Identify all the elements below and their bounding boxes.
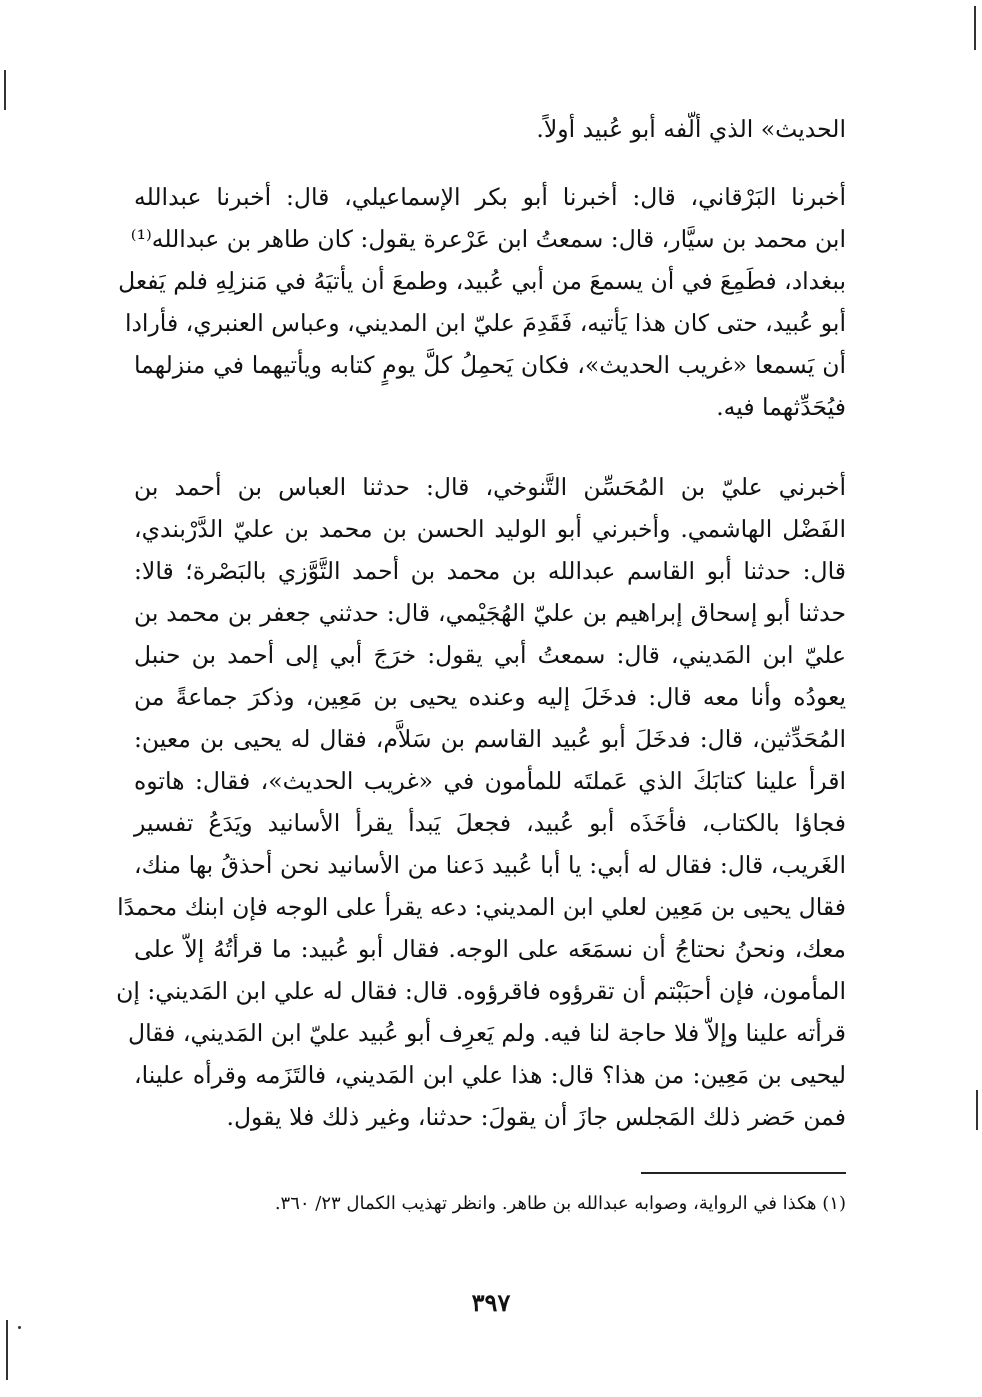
text-line: فجاؤا بالكتاب، فأخَذَه أبو عُبيد، فجعلَ يَبدأ يقرأ الأسانيد ويَدَعُ تفسير <box>134 809 846 837</box>
text-line: فمن حَضر ذلك المَجلس جازَ أن يقولَ: حدثنا، وغير ذلك فلا يقول. <box>226 1103 846 1131</box>
scan-margin-mark <box>6 1320 8 1380</box>
text-line: أخبرني عليّ بن المُحَسِّن التَّنوخي، قال: حدثنا العباس بن أحمد بن <box>134 473 846 501</box>
scan-margin-mark <box>974 6 976 50</box>
text-line: أن يَسمعا «غريب الحديث»، فكان يَحمِلُ كلَّ يومٍ كتابه ويأتيهما في منزلهما <box>134 351 846 379</box>
text-line: أخبرنا البَرْقاني، قال: أخبرنا أبو بكر الإسماعيلي، قال: أخبرنا عبدالله <box>134 183 846 211</box>
text-line: قال: حدثنا أبو القاسم عبدالله بن محمد بن أحمد التَّوَّزي بالبَصْرة؛ قالا: <box>134 557 846 585</box>
text-line: المُحَدِّثين، قال: فدخَلَ أبو عُبيد القاسم بن سَلاَّم، فقال له يحيى بن معين: <box>134 725 846 753</box>
text-line: اقرأ علينا كتابَكَ الذي عَملتَه للمأمون في «غريب الحديث»، فقال: هاتوه <box>134 767 846 795</box>
scan-margin-dot <box>18 1326 21 1329</box>
text-line: أبو عُبيد، حتى كان هذا يَأتيه، فَقَدِمَ عليّ ابن المديني، وعباس العنبري، فأرادا <box>124 309 846 337</box>
text-line: قرأته علينا وإلاّ فلا حاجة لنا فيه. ولم يَعرِف أبو عُبيد عليّ ابن المَديني، فقال <box>128 1019 846 1047</box>
scan-margin-mark <box>4 70 6 110</box>
text-line: الغَريب، قال: فقال له أبي: يا أبا عُبيد دَعنا من الأسانيد نحن أحذقُ بها منك، <box>134 851 846 879</box>
text-line: فقال يحيى بن مَعِين لعلي ابن المديني: دعه يقرأ على الوجه فإن ابنك محمدًا <box>117 893 846 921</box>
text-line: ابن محمد بن سيَّار، قال: سمعتُ ابن عَرْعرة يقول: كان طاهر بن عبدالله⁽¹⁾ <box>130 225 846 253</box>
text-line: الحديث» الذي ألّفه أبو عُبيد أولاً. <box>536 115 846 143</box>
footnote: (١) هكذا في الرواية، وصوابه عبدالله بن طاهر. وانظر تهذيب الكمال ٢٣/ ٣٦٠. <box>274 1193 846 1214</box>
page-number: ٣٩٧ <box>471 1288 511 1317</box>
text-line: فيُحَدِّثهما فيه. <box>716 393 846 421</box>
footnote-separator <box>641 1172 846 1174</box>
text-line: ليحيى بن مَعِين: من هذا؟ قال: هذا علي ابن المَديني، فالتَزَمه وقرأه علينا، <box>134 1061 846 1089</box>
text-line: حدثنا أبو إسحاق إبراهيم بن عليّ الهُجَيْمي، قال: حدثني جعفر بن محمد بن <box>134 599 846 627</box>
text-line: يعودُه وأنا معه قال: فدخَلَ إليه وعنده يحيى بن مَعِين، وذكرَ جماعةً من <box>134 683 846 711</box>
text-line: معك، ونحنُ نحتاجُ أن نسمَعَه على الوجه. فقال أبو عُبيد: ما قرأتُهُ إلاّ على <box>134 935 846 963</box>
scan-margin-mark <box>976 1090 978 1130</box>
text-line: ببغداد، فطَمِعَ في أن يسمعَ من أبي عُبيد، وطمعَ أن يأتيَهُ في مَنزلِهِ فلم يَفعل <box>118 267 846 295</box>
text-line: عليّ ابن المَديني، قال: سمعتُ أبي يقول: خرَجَ أبي إلى أحمد بن حنبل <box>134 641 846 669</box>
text-line: المأمون، فإن أحبَبْتم أن تقرؤوه فاقرؤوه. قال: فقال له علي ابن المَديني: إن <box>116 977 846 1005</box>
text-line: الفَضْل الهاشمي. وأخبرني أبو الوليد الحسن بن محمد بن عليّ الدَّرْبندي، <box>134 515 846 543</box>
